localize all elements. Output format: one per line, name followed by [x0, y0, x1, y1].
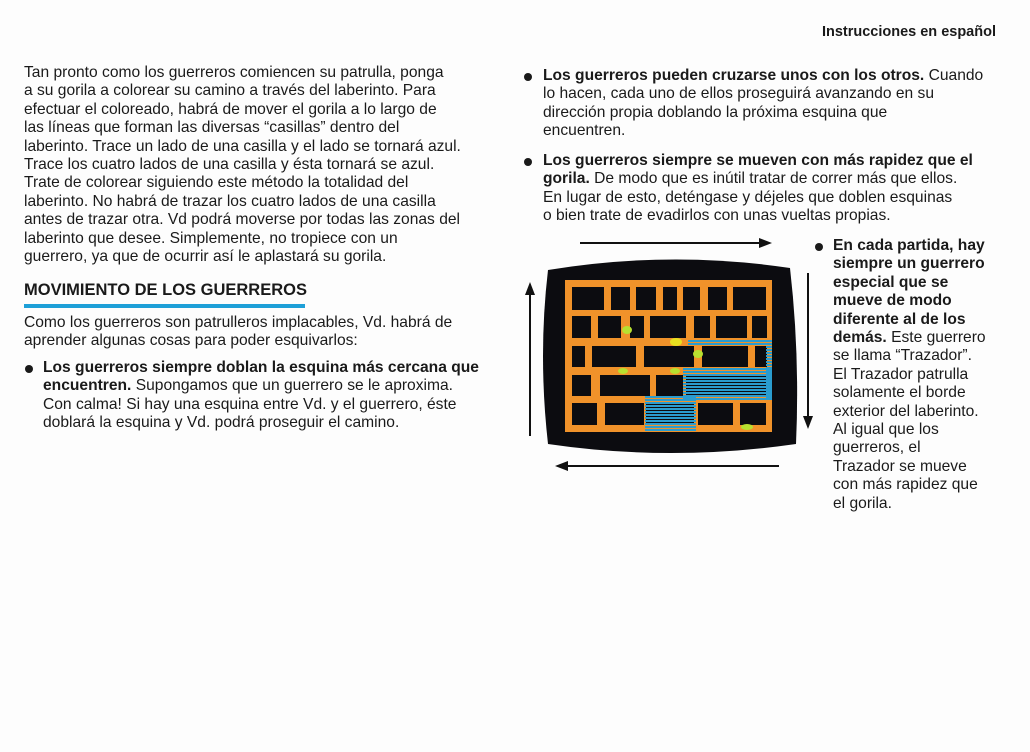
- section-heading: MOVIMIENTO DE LOS GUERREROS: [24, 281, 307, 299]
- maze-cell: [733, 287, 766, 310]
- body-text: solamente el borde: [833, 384, 966, 402]
- painted-stripe: [766, 364, 772, 366]
- painted-stripe: [766, 382, 772, 384]
- bold-lead-text: demás.: [833, 329, 887, 347]
- painted-stripe: [645, 429, 696, 431]
- page-header: Instrucciones en español: [821, 24, 996, 40]
- maze-cell: [644, 346, 694, 367]
- body-text: guerreros, el: [833, 439, 921, 457]
- painted-stripe: [766, 397, 772, 399]
- painted-stripe: [766, 349, 772, 351]
- maze-cell: [598, 316, 621, 338]
- body-text: exterior del laberinto.: [833, 402, 979, 420]
- painted-stripe: [688, 343, 772, 345]
- painted-stripe: [645, 402, 696, 404]
- painted-stripe: [645, 411, 696, 413]
- painted-stripe: [766, 343, 772, 345]
- maze-cell: [605, 403, 644, 425]
- painted-stripe: [683, 377, 772, 379]
- painted-stripe: [683, 368, 772, 370]
- painted-stripe: [766, 388, 772, 390]
- painted-stripe: [683, 392, 772, 394]
- body-text: dirección propia doblando la próxima esquina que: [543, 103, 888, 121]
- painted-stripe: [683, 371, 772, 373]
- body-text: Este guerrero: [886, 329, 986, 347]
- painted-stripe: [683, 383, 772, 385]
- maze-cell: [572, 287, 604, 310]
- painted-stripe: [766, 340, 772, 342]
- warrior-icon: [741, 424, 753, 430]
- body-text: Supongamos que un guerrero se le aproxima.: [131, 377, 453, 395]
- bold-lead-text: En cada partida, hay: [833, 237, 985, 254]
- painted-stripe: [645, 405, 696, 407]
- painted-stripe: [766, 355, 772, 357]
- painted-stripe: [766, 346, 772, 348]
- bold-lead-text: Los guerreros siempre doblan la esquina más cercana que: [43, 359, 479, 376]
- maze-cell: [572, 316, 591, 338]
- painted-stripe: [683, 380, 772, 382]
- body-text: De modo que es inútil tratar de correr más que ellos.: [589, 170, 958, 188]
- maze-cell: [716, 316, 747, 338]
- maze-cell: [572, 403, 597, 425]
- bold-lead-text: encuentren.: [43, 377, 132, 395]
- body-text: Cuando: [924, 67, 984, 84]
- maze-cell: [650, 316, 686, 338]
- warrior-icon: [670, 368, 680, 374]
- maze-cell: [740, 403, 766, 425]
- body-text: En lugar de esto, deténgase y déjeles que doblen esquinas: [543, 188, 953, 206]
- maze-cell: [752, 316, 767, 338]
- bold-lead-text: especial que se: [833, 273, 949, 291]
- text-line: laberinto. Trace un lado de una casilla y el lado se tornará azul.: [24, 137, 461, 155]
- body-text: lo hacen, cada uno de ellos proseguirá avanzando en su: [543, 85, 934, 103]
- gorilla-icon: [670, 338, 682, 346]
- maze-cell: [663, 287, 677, 310]
- warrior-icon: [693, 350, 703, 358]
- maze-cell: [694, 316, 710, 338]
- maze-cell: [683, 287, 700, 310]
- painted-stripe: [645, 417, 696, 419]
- painted-stripe: [766, 367, 772, 369]
- text-line: efectuar el coloreado, habrá de mover el gorila a lo largo de: [24, 100, 437, 118]
- painted-stripe: [766, 358, 772, 360]
- maze-cell: [572, 346, 585, 367]
- text-line: laberinto. No habrá de trazar los cuatro lados de una casilla: [24, 192, 436, 210]
- text-line: Trace los cuatro lados de una casilla y ésta tornará se azul.: [24, 156, 435, 174]
- maze-cell: [572, 375, 591, 396]
- maze-cell: [656, 375, 683, 396]
- body-text: el gorila.: [833, 494, 892, 512]
- text-line: guerrero, ya que de ocurrir así le aplastará su gorila.: [24, 248, 387, 266]
- bold-lead-text: Los guerreros siempre se mueven con más rapidez que el: [543, 152, 973, 169]
- painted-stripe: [683, 389, 772, 391]
- maze-cell: [636, 287, 656, 310]
- maze-cell: [630, 316, 644, 338]
- body-text: Al igual que los: [833, 421, 939, 439]
- text-line: aprender algunas cosas para poder esquivarlos:: [24, 332, 358, 350]
- painted-stripe: [688, 340, 772, 342]
- text-line: las líneas que forman las diversas “casillas” dentro del: [24, 119, 400, 137]
- arrow-up-left: [525, 282, 535, 436]
- bold-lead-text: siempre un guerrero: [833, 255, 985, 273]
- painted-stripe: [645, 423, 696, 425]
- painted-stripe: [766, 370, 772, 372]
- painted-stripe: [683, 398, 772, 400]
- body-text: se llama “Trazador”.: [833, 347, 972, 365]
- painted-stripe: [645, 396, 696, 398]
- maze-cell: [592, 346, 636, 367]
- maze-cell: [708, 287, 727, 310]
- bold-lead-text: Los guerreros pueden cruzarse unos con los otros.: [543, 67, 925, 84]
- maze-cell: [755, 346, 767, 367]
- text-line: Tan pronto como los guerreros comiencen su patrulla, ponga: [24, 64, 444, 81]
- painted-stripe: [766, 394, 772, 396]
- text-line: Como los guerreros son patrulleros implacables, Vd. habrá de: [24, 314, 453, 331]
- maze-cell: [611, 287, 630, 310]
- painted-stripe: [766, 379, 772, 381]
- arrow-left-bottom: [555, 461, 779, 471]
- maze-cell: [698, 403, 733, 425]
- painted-stripe: [645, 408, 696, 410]
- painted-stripe: [766, 376, 772, 378]
- arrow-down-right: [803, 273, 813, 429]
- painted-stripe: [766, 352, 772, 354]
- text-line: laberinto que desee. Simplemente, no tropiece con un: [24, 229, 398, 247]
- painted-stripe: [683, 395, 772, 397]
- body-text: o bien trate de evadirlos con unas vueltas propias.: [543, 207, 891, 225]
- painted-stripe: [766, 385, 772, 387]
- body-text: encuentren.: [543, 122, 626, 140]
- bold-lead-text: mueve de modo: [833, 292, 952, 310]
- painted-stripe: [683, 374, 772, 376]
- maze-cell: [600, 375, 650, 396]
- body-text: Con calma! Si hay una esquina entre Vd. y el guerrero, éste: [43, 395, 457, 413]
- arrow-right-top: [580, 238, 772, 248]
- warrior-icon: [618, 368, 628, 374]
- painted-stripe: [645, 426, 696, 428]
- body-text: El Trazador patrulla: [833, 365, 969, 383]
- painted-stripe: [766, 373, 772, 375]
- text-line: antes de trazar otra. Vd podrá moverse por todas las zonas del: [24, 211, 461, 229]
- maze-cell: [702, 346, 748, 367]
- body-text: doblará la esquina y Vd. podrá proseguir el camino.: [43, 414, 400, 432]
- body-text: con más rapidez que: [833, 476, 978, 494]
- warrior-icon: [622, 326, 632, 334]
- painted-stripe: [645, 399, 696, 401]
- bold-lead-text: gorila.: [543, 170, 590, 188]
- body-text: Trazador se mueve: [833, 457, 967, 475]
- painted-stripe: [645, 414, 696, 416]
- painted-stripe: [766, 361, 772, 363]
- painted-stripe: [683, 386, 772, 388]
- painted-stripe: [645, 420, 696, 422]
- text-line: Trate de colorear siguiendo este método la totalidad del: [24, 174, 409, 192]
- painted-stripe: [766, 391, 772, 393]
- bold-lead-text: diferente al de los: [833, 310, 966, 328]
- text-line: a su gorila a colorear su camino a través del laberinto. Para: [24, 82, 436, 100]
